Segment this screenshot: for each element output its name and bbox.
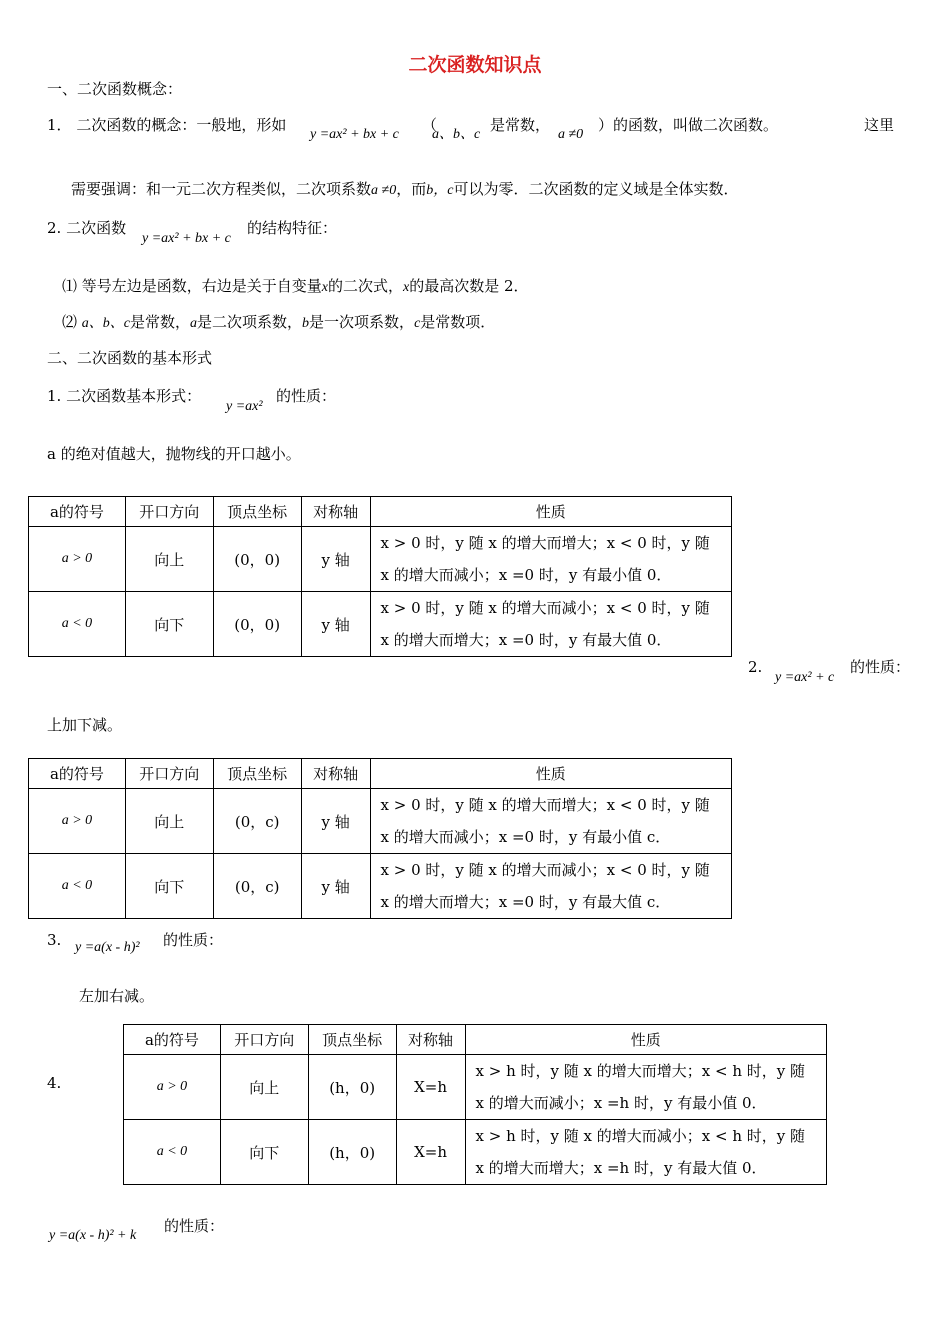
para-number: 1. <box>47 387 62 405</box>
para-text: 的性质： <box>163 931 224 949</box>
header-axis: 对称轴 <box>301 759 370 789</box>
cell-open: 向下 <box>125 592 213 657</box>
prop-line: x > 0 时，y 随 x 的增大而增大；x < 0 时，y 随 <box>380 534 710 552</box>
table-header-row <box>124 1025 827 1055</box>
prop-line: x > h 时，y 随 x 的增大而减小；x < h 时，y 随 <box>475 1127 805 1145</box>
table-header-row <box>29 497 732 527</box>
header-open: 开口方向 <box>125 497 213 527</box>
header-sign: a的符号 <box>29 759 126 789</box>
para-text: ）的函数，叫做二次函数。 <box>598 116 779 134</box>
formula-form-5: y =a(x - h)² + k <box>49 1228 137 1243</box>
table-row <box>29 854 732 919</box>
para-number: 3. <box>47 931 62 949</box>
formula-form-2: y =ax² + c <box>775 670 835 685</box>
cell-open: 向上 <box>220 1055 308 1120</box>
cell-vertex: (0，c) <box>213 854 301 919</box>
section-heading-forms: 二、二次函数的基本形式 <box>47 349 213 367</box>
prop-line: x > 0 时，y 随 x 的增大而减小；x < 0 时，y 随 <box>380 599 710 617</box>
cell-open: 向下 <box>220 1120 308 1185</box>
cell-sign: a > 0 <box>29 789 126 854</box>
cell-vertex: (0，c) <box>213 789 301 854</box>
para-text: 的性质： <box>164 1217 225 1235</box>
form-3-note: 左加右减。 <box>79 987 155 1005</box>
cell-axis: y 轴 <box>301 592 370 657</box>
para-text: 二次函数基本形式： <box>66 387 202 405</box>
paragraph-2 <box>47 218 126 238</box>
para-text: 需要强调：和一元二次方程类似，二次项系数 <box>71 180 372 198</box>
cell-vertex: (h，0) <box>308 1120 396 1185</box>
header-open: 开口方向 <box>220 1025 308 1055</box>
prop-line: x > 0 时，y 随 x 的增大而减小；x < 0 时，y 随 <box>380 861 710 879</box>
header-axis: 对称轴 <box>301 497 370 527</box>
cell-prop <box>370 592 731 657</box>
para-text: 二次函数的概念：一般地，形如 <box>76 116 287 134</box>
paren-open: （ <box>422 116 438 134</box>
cell-axis: X=h <box>396 1055 465 1120</box>
para-text: 是常数， <box>490 116 551 134</box>
para-text: 的结构特征： <box>247 219 338 237</box>
list-item-1 <box>62 276 529 298</box>
table-header-row <box>29 759 732 789</box>
para-text: 的性质： <box>276 387 337 405</box>
formula-form-1: y =ax² <box>226 399 263 414</box>
header-vertex: 顶点坐标 <box>213 759 301 789</box>
para-number: 4. <box>47 1074 62 1092</box>
header-prop: 性质 <box>370 497 731 527</box>
header-sign: a的符号 <box>124 1025 221 1055</box>
table-row <box>29 527 732 592</box>
prop-line: x 的增大而增大；x =0 时，y 有最大值 0． <box>380 631 672 649</box>
cell-vertex: (0，0) <box>213 527 301 592</box>
paragraph-1-cont <box>71 179 738 201</box>
form-1-heading <box>47 386 201 406</box>
table-row <box>29 789 732 854</box>
document-title: 二次函数知识点 <box>408 54 542 76</box>
coeff-bc: b，c <box>426 183 454 198</box>
cell-open: 向上 <box>125 789 213 854</box>
item-text: 的最高次数是 2． <box>409 277 529 295</box>
header-prop: 性质 <box>465 1025 826 1055</box>
prop-line: x 的增大而减小；x =h 时，y 有最小值 0． <box>475 1094 767 1112</box>
prop-line: x 的增大而减小；x =0 时，y 有最小值 0． <box>380 566 672 584</box>
condition-a: a ≠0 <box>371 183 397 198</box>
cell-axis: y 轴 <box>301 527 370 592</box>
var-b: b <box>302 316 310 331</box>
cell-vertex: (0，0) <box>213 592 301 657</box>
prop-line: x > 0 时，y 随 x 的增大而增大；x < 0 时，y 随 <box>380 796 710 814</box>
item-text: 是一次项系数， <box>309 313 415 331</box>
para-number: 2. <box>748 658 763 676</box>
cell-vertex: (h，0) <box>308 1055 396 1120</box>
table-row <box>124 1120 827 1185</box>
cell-sign: a < 0 <box>29 592 126 657</box>
header-vertex: 顶点坐标 <box>308 1025 396 1055</box>
cell-axis: y 轴 <box>301 789 370 854</box>
cell-sign: a > 0 <box>124 1055 221 1120</box>
var-c: c <box>414 316 421 331</box>
header-prop: 性质 <box>370 759 731 789</box>
cell-sign: a < 0 <box>124 1120 221 1185</box>
prop-line: x 的增大而增大；x =0 时，y 有最大值 c． <box>380 893 671 911</box>
cell-sign: a > 0 <box>29 527 126 592</box>
section-heading-concept: 一、二次函数概念： <box>47 80 183 98</box>
item-text: 是常数项． <box>420 313 496 331</box>
form-2-note: 上加下减。 <box>47 716 123 734</box>
para-text: 的性质： <box>850 658 911 676</box>
cell-sign: a < 0 <box>29 854 126 919</box>
condition-a: a ≠0 <box>558 127 584 142</box>
header-sign: a的符号 <box>29 497 126 527</box>
list-item-2 <box>62 312 495 334</box>
cell-open: 向上 <box>125 527 213 592</box>
item-text: ⑵ <box>62 313 78 331</box>
table-row <box>29 592 732 657</box>
prop-line: x 的增大而增大；x =h 时，y 有最大值 0． <box>475 1159 767 1177</box>
para-text: 可以为零．二次函数的定义域是全体实数． <box>453 180 739 198</box>
cell-open: 向下 <box>125 854 213 919</box>
item-text: 的二次式， <box>328 277 404 295</box>
formula-general: y =ax² + bx + c <box>142 231 231 246</box>
formula-form-3: y =a(x - h)² <box>75 940 140 955</box>
item-text: 是常数， <box>130 313 191 331</box>
header-open: 开口方向 <box>125 759 213 789</box>
coeff-abc: a、b、c <box>81 316 131 331</box>
cell-prop <box>370 854 731 919</box>
var-x: x <box>403 280 410 295</box>
cell-prop <box>370 789 731 854</box>
properties-table-2 <box>28 758 732 919</box>
paragraph-1 <box>47 115 286 135</box>
cell-prop <box>370 527 731 592</box>
prop-line: x 的增大而减小；x =0 时，y 有最小值 c． <box>380 828 671 846</box>
cell-prop <box>465 1120 826 1185</box>
prop-line: x > h 时，y 随 x 的增大而增大；x < h 时，y 随 <box>475 1062 805 1080</box>
item-text: 是二次项系数， <box>197 313 303 331</box>
para-text: 二次函数 <box>66 219 127 237</box>
properties-table-3 <box>123 1024 827 1185</box>
cell-axis: y 轴 <box>301 854 370 919</box>
coeff-abc: a、b、c <box>432 127 481 142</box>
header-axis: 对称轴 <box>396 1025 465 1055</box>
form-1-note: a 的绝对值越大，抛物线的开口越小。 <box>47 445 301 463</box>
para-text: ，而 <box>396 180 427 198</box>
properties-table-1 <box>28 496 732 657</box>
table-row <box>124 1055 827 1120</box>
item-text: ⑴ 等号左边是函数，右边是关于自变量 <box>62 277 322 295</box>
header-vertex: 顶点坐标 <box>213 497 301 527</box>
para-number: 1． <box>47 116 72 134</box>
para-text: 这里 <box>864 116 895 134</box>
cell-prop <box>465 1055 826 1120</box>
var-x: x <box>321 280 328 295</box>
var-a: a <box>190 316 198 331</box>
cell-axis: X=h <box>396 1120 465 1185</box>
formula-general: y =ax² + bx + c <box>310 127 399 142</box>
para-number: 2. <box>47 219 62 237</box>
